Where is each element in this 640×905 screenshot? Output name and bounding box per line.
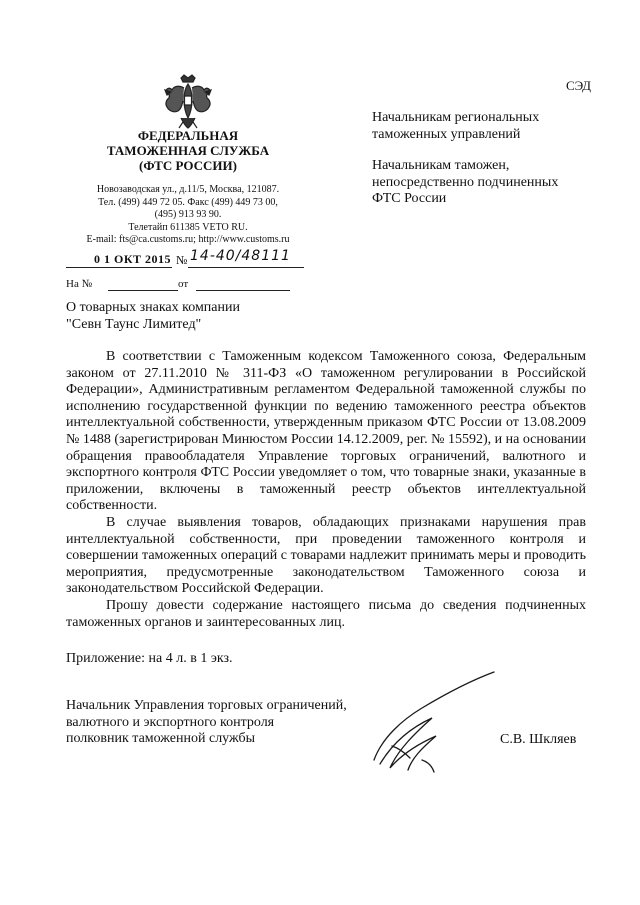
signatory-name: С.В. Шкляев [500, 732, 577, 747]
reference-number-blank [108, 290, 178, 291]
phone-fax-line: Тел. (499) 449 72 05. Факс (499) 449 73 00, [98, 196, 278, 208]
teletype-line: Телетайп 611385 VETO RU. [128, 221, 248, 233]
signatory-line: валютного и экспортного контроля [66, 714, 275, 730]
recipient-line: таможенных управлений [372, 126, 521, 142]
letter-subject [66, 300, 240, 333]
reference-number-label: На № [66, 278, 93, 290]
attachment-note: Приложение: на 4 л. в 1 экз. [66, 651, 233, 666]
recipient-block-customs [372, 158, 602, 208]
org-name-line: ФЕДЕРАЛЬНАЯ [137, 128, 239, 143]
reference-date-blank [196, 290, 290, 291]
sender-address [70, 184, 306, 247]
body-paragraph: В соответствии с Таможенным кодексом Таможенного союза, Федеральным законом от 27.11.2010 № 311-ФЗ «О таможенном регулировании в Российской Федерации», Административным регламентом Федеральной таможенной службы по исполнению государственной функции по ведению таможенного реестра объектов интеллектуальной собственности, утвержденным приказом ФТС России от 13.08.2009 № 1488 (зарегистрирован Минюстом России 14.12.2009, рег. № 15592), и на основании обращения правообладателя Управление торговых ограничений, валютного и экспортного контроля ФТС России уведомляет о том, что товарные знаки, указанные в приложении, включены в таможенный реестр объектов интеллектуальной собственности. [66, 349, 586, 514]
subject-line: О товарных знаках компании [66, 300, 240, 315]
email-web-line: E-mail: fts@ca.customs.ru; http://www.customs.ru [86, 234, 290, 246]
subject-line: "Севн Таунс Лимитед" [66, 316, 202, 332]
recipient-line: Начальникам таможен, [372, 158, 510, 173]
number-underline [188, 267, 304, 268]
registration-date-stamp: 0 1 ОКТ 2015 [94, 252, 172, 266]
address-line: Новозаводская ул., д.11/5, Москва, 121087. [96, 184, 280, 195]
signatory-line: полковник таможенной службы [66, 731, 256, 746]
letter-body [66, 349, 586, 631]
body-paragraph: Прошу довести содержание настоящего письма до сведения подчиненных таможенных органов и заинтересованных лиц. [66, 597, 586, 630]
signatory-line: Начальник Управления торговых ограничений, [66, 698, 347, 713]
sender-organization [90, 128, 286, 173]
sed-stamp: СЭД [566, 78, 592, 93]
date-underline [66, 267, 172, 268]
double-headed-eagle-emblem-icon [157, 72, 219, 134]
number-label: № [176, 253, 188, 267]
recipient-line: ФТС России [372, 191, 447, 206]
registration-number-handwritten: 14-40/48111 [190, 248, 291, 264]
registration-line [66, 248, 306, 270]
phone-line: (495) 913 93 90. [154, 209, 222, 221]
signatory-title [66, 698, 347, 748]
recipient-block-regional [372, 110, 602, 143]
org-name-line: ТАМОЖЕННАЯ СЛУЖБА [106, 143, 270, 158]
org-abbreviation: (ФТС РОССИИ) [139, 158, 237, 173]
handwritten-signature [362, 668, 502, 778]
reference-date-label: от [178, 278, 189, 290]
body-paragraph: В случае выявления товаров, обладающих признаками нарушения прав интеллектуальной собственности, при проведении таможенного контроля и совершении таможенных операций с товарами надлежит принимать меры и проводить мероприятия, предусмотренные законодательством Таможенного союза и законодательством Российской Федерации. [66, 514, 586, 597]
recipient-line: непосредственно подчиненных [372, 174, 559, 190]
recipient-line: Начальникам региональных [372, 110, 540, 125]
